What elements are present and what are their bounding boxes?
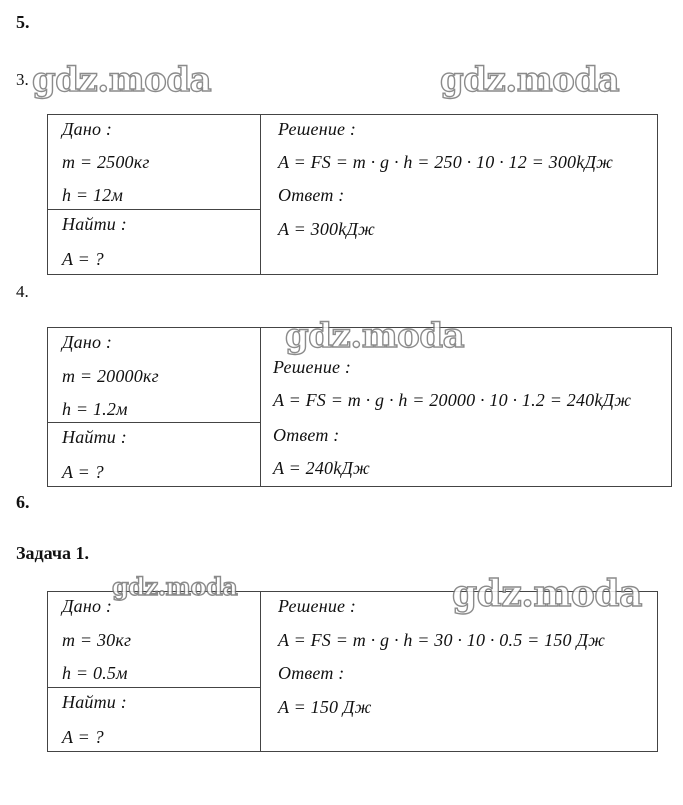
problem-3-table <box>47 114 658 275</box>
answer-label: Ответ : <box>278 663 345 683</box>
solution-label: Решение : <box>278 596 357 616</box>
given-height: h = 1.2м <box>62 399 128 419</box>
solution-label: Решение : <box>273 357 352 377</box>
watermark-logo: gdz.moda <box>32 60 212 100</box>
solution-formula: A = FS = m · g · h = 20000 · 10 · 1.2 = 240kДж <box>273 390 632 410</box>
solution-formula: A = FS = m · g · h = 30 · 10 · 0.5 = 150 Дж <box>278 630 606 650</box>
find-value: A = ? <box>62 462 104 482</box>
given-height: h = 12м <box>62 185 124 205</box>
given-label: Дано : <box>62 332 113 352</box>
given-label: Дано : <box>62 119 113 139</box>
answer-value: A = 150 Дж <box>278 697 372 717</box>
find-label: Найти : <box>62 692 127 712</box>
find-value: A = ? <box>62 249 104 269</box>
section-5-heading: 5. <box>16 12 30 32</box>
section-6-heading: 6. <box>16 492 30 512</box>
given-mass: m = 2500кг <box>62 152 150 172</box>
problem-4-number: 4. <box>16 282 29 301</box>
answer-value: A = 300kДж <box>278 219 376 239</box>
given-height: h = 0.5м <box>62 663 128 683</box>
solution-formula: A = FS = m · g · h = 250 · 10 · 12 = 300kДж <box>278 152 614 172</box>
answer-value: A = 240kДж <box>273 458 371 478</box>
task-1-heading: Задача 1. <box>16 543 90 563</box>
watermark-logo: gdz.moda <box>112 572 238 601</box>
given-mass: m = 30кг <box>62 630 132 650</box>
given-find-divider <box>48 209 261 210</box>
given-label: Дано : <box>62 596 113 616</box>
answer-label: Ответ : <box>278 185 345 205</box>
task-1-table <box>47 591 658 752</box>
problem-3-number: 3. <box>16 70 29 89</box>
watermark-logo: gdz.moda <box>452 573 642 615</box>
given-mass: m = 20000кг <box>62 366 159 386</box>
find-value: A = ? <box>62 727 104 747</box>
watermark-logo: gdz.moda <box>285 316 465 356</box>
solution-label: Решение : <box>278 119 357 139</box>
find-label: Найти : <box>62 214 127 234</box>
answer-label: Ответ : <box>273 425 340 445</box>
find-label: Найти : <box>62 427 127 447</box>
watermark-logo: gdz.moda <box>440 60 620 100</box>
given-find-divider <box>48 422 261 423</box>
given-find-divider <box>48 687 261 688</box>
